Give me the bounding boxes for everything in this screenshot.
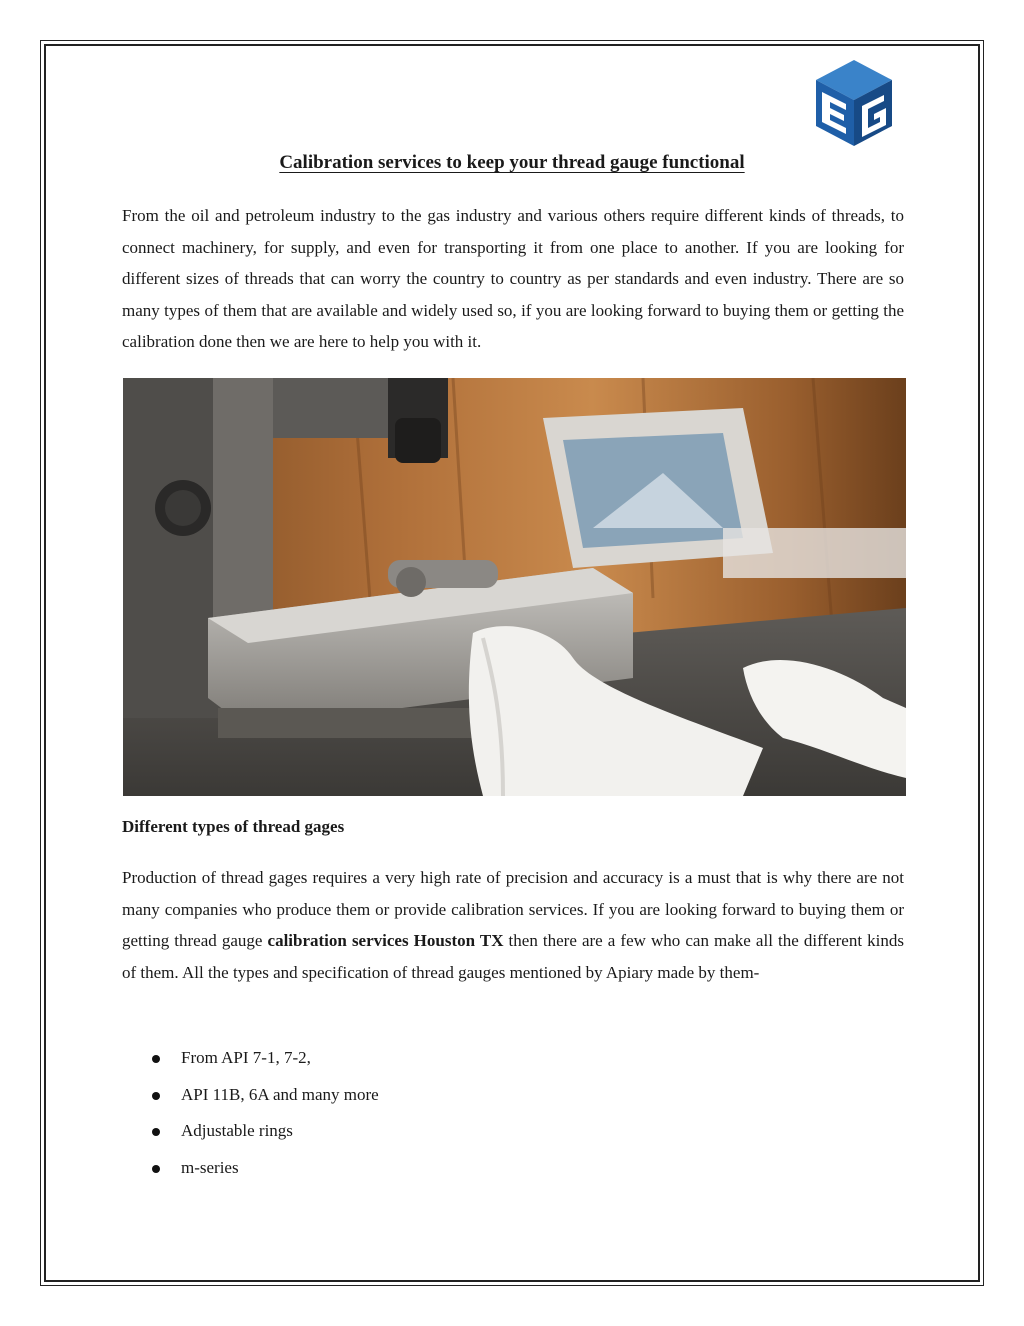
list-item: From API 7-1, 7-2,	[150, 1040, 379, 1077]
section-heading: Different types of thread gages	[122, 817, 345, 836]
bullet-icon	[152, 1165, 160, 1173]
bullet-icon	[152, 1128, 160, 1136]
bullet-icon	[152, 1092, 160, 1100]
body-paragraph	[122, 862, 904, 988]
body-text-part2: then there are a few who can make all the different kinds of them. All the types and specification of thread gauges mentioned by Apiary made by them-	[122, 931, 904, 982]
page-title: Calibration services to keep your thread gauge functional	[279, 152, 745, 173]
list-item: Adjustable rings	[150, 1113, 379, 1150]
body-text-part1: Production of thread gages requires a very high rate of precision and accuracy is a must that is why there are not many companies who produce them or provide calibration services. If you are looking forward to buying them or getting thread gauge	[122, 868, 904, 951]
thread-gauge-list	[150, 1040, 379, 1186]
company-logo	[812, 58, 896, 148]
calibration-services-link[interactable]: calibration services Houston TX	[267, 931, 504, 951]
list-item: API 11B, 6A and many more	[150, 1077, 379, 1114]
list-item: m-series	[150, 1150, 379, 1187]
bullet-icon	[152, 1055, 160, 1063]
intro-paragraph: From the oil and petroleum industry to the gas industry and various others require different kinds of threads, to connect machinery, for supply, and even for transporting it from one place to another. If you are looking for different sizes of threads that can worry the country to country as per standards and even industry. There are so many types of them that are available and widely used so, if you are looking forward to buying them or getting the calibration done then we are here to help you with it.	[122, 206, 904, 352]
calibration-lab-photo	[123, 378, 906, 796]
